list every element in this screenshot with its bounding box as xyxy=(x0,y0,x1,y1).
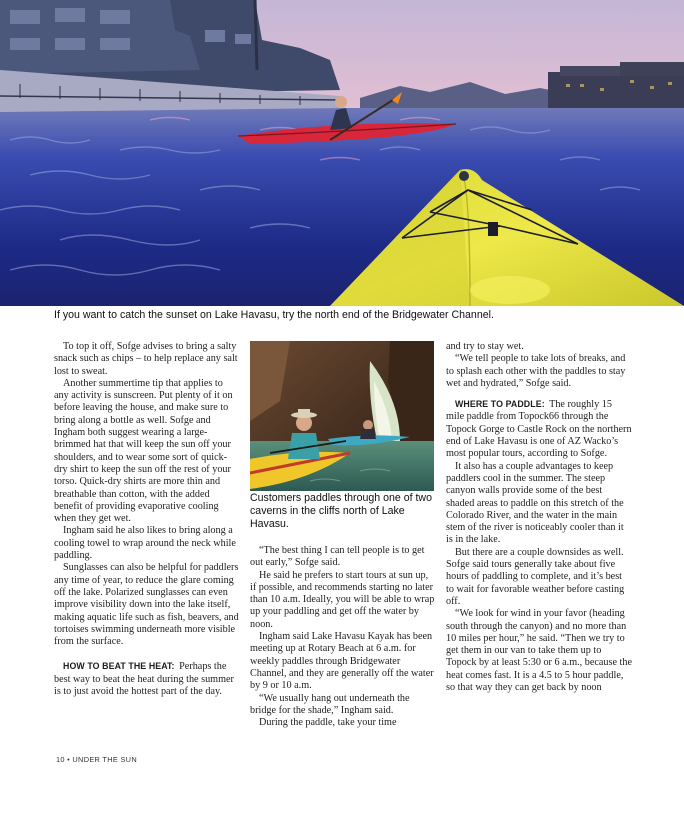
hero-caption: If you want to catch the sunset on Lake Havasu, try the north end of the Bridgewater Channel. xyxy=(54,309,494,321)
paragraph: But there are a couple downsides as well. Sofge said tours generally take about five hours of paddling to complete, and it’s best to wait for favorable weather before casting off. xyxy=(446,546,625,607)
article-column-1 xyxy=(54,341,240,698)
paragraph: During the paddle, take your time xyxy=(259,717,397,729)
paragraph: Sunglasses can also be helpful for paddlers any time of year, to reduce the glare coming off the lake. Polarized sunglasses can even improve visibility down into the lake itself, making aquatic life such as fish, beavers, and tortoises swimming underneath more visible from the surface. xyxy=(54,562,239,648)
spacer xyxy=(54,648,240,660)
paragraph-with-subhead xyxy=(446,398,632,460)
paragraph-text: The roughly 15 mile paddle from Topock66 through the Topock Gorge to Castle Rock on the northern end of Lake Havasu is one of AZ Wacko’s most popular tours, according to Sofge. xyxy=(446,399,632,460)
subhead-beat-the-heat: HOW TO BEAT THE HEAT: xyxy=(63,661,175,672)
paragraph: To top it off, Sofge advises to bring a salty snack such as chips – to help replace any salt lost to sweat. xyxy=(54,341,238,377)
paragraph: “We tell people to take lots of breaks, and to splash each other with the paddles to stay wet and hydrated,” Sofge said. xyxy=(446,353,626,389)
page-footer: 10 • UNDER THE SUN xyxy=(56,755,137,764)
cave-photo xyxy=(250,341,434,491)
paragraph: “We look for wind in your favor (heading south through the canyon) and no more than 10 miles per hour,” he said. “Then we try to get them in our van to take them up to Topock by at least 5:30 or 6 a.m., because the heat comes fast. It is a 4.5 to 5 hour paddle, so that way they can get back by noon xyxy=(446,608,633,694)
hero-photo-illustration xyxy=(0,0,684,306)
paragraph: Another summertime tip that applies to any activity is sunscreen. Put plenty of it on before leaving the house, and make sure to bring along a bottle as well. Sofge and Ingham both suggest wearing a large-brimmed hat that will keep the sun off your shoulders, and to wear some sort of quick-dry shirt to keep the sun off the rest of your torso. Quick-dry shirts are more thin and breathable than cotton, with the added benefit of providing evaporative cooling when they get wet. xyxy=(54,377,233,525)
paragraph: He said he prefers to start tours at sun up, if possible, and recommends starting no later than 10 a.m. Ideally, you will be able to wrap up your paddling and get off the water by noon. xyxy=(250,569,435,630)
subhead-where-to-paddle: WHERE TO PADDLE: xyxy=(455,399,545,410)
paragraph: Ingham said he also likes to bring along a cooling towel to wrap around the neck while paddling. xyxy=(54,525,236,562)
hero-photo xyxy=(0,0,684,306)
spacer xyxy=(446,390,632,398)
paragraph-text: Perhaps the best way to beat the heat during the summer is to just avoid the hottest part of the day. xyxy=(54,661,234,698)
paragraph-with-subhead xyxy=(54,660,240,698)
paragraph: and try to stay wet. xyxy=(446,341,524,352)
paragraph: “We usually hang out underneath the bridge for the shade,” Ingham said. xyxy=(250,692,410,716)
article-column-3 xyxy=(446,341,632,694)
paragraph: It also has a couple advantages to keep paddlers cool in the summer. The steep canyon walls provide some of the best shaded areas to paddle on this stretch of the Colorado River, and the water in the main stem of the river is noticeably cooler than it is in the lake. xyxy=(446,460,624,546)
paragraph: Ingham said Lake Havasu Kayak has been meeting up at Rotary Beach at 6 a.m. for weekly paddles through Bridgewater Channel, and they are generally off the water by 9 or 10 a.m. xyxy=(250,631,434,692)
article-column-2 xyxy=(250,545,435,729)
paragraph: “The best thing I can tell people is to get out early,” Sofge said. xyxy=(250,545,425,569)
cave-caption: Customers paddles through one of two caverns in the cliffs north of Lake Havasu. xyxy=(250,492,432,530)
cave-photo-illustration xyxy=(250,341,434,491)
